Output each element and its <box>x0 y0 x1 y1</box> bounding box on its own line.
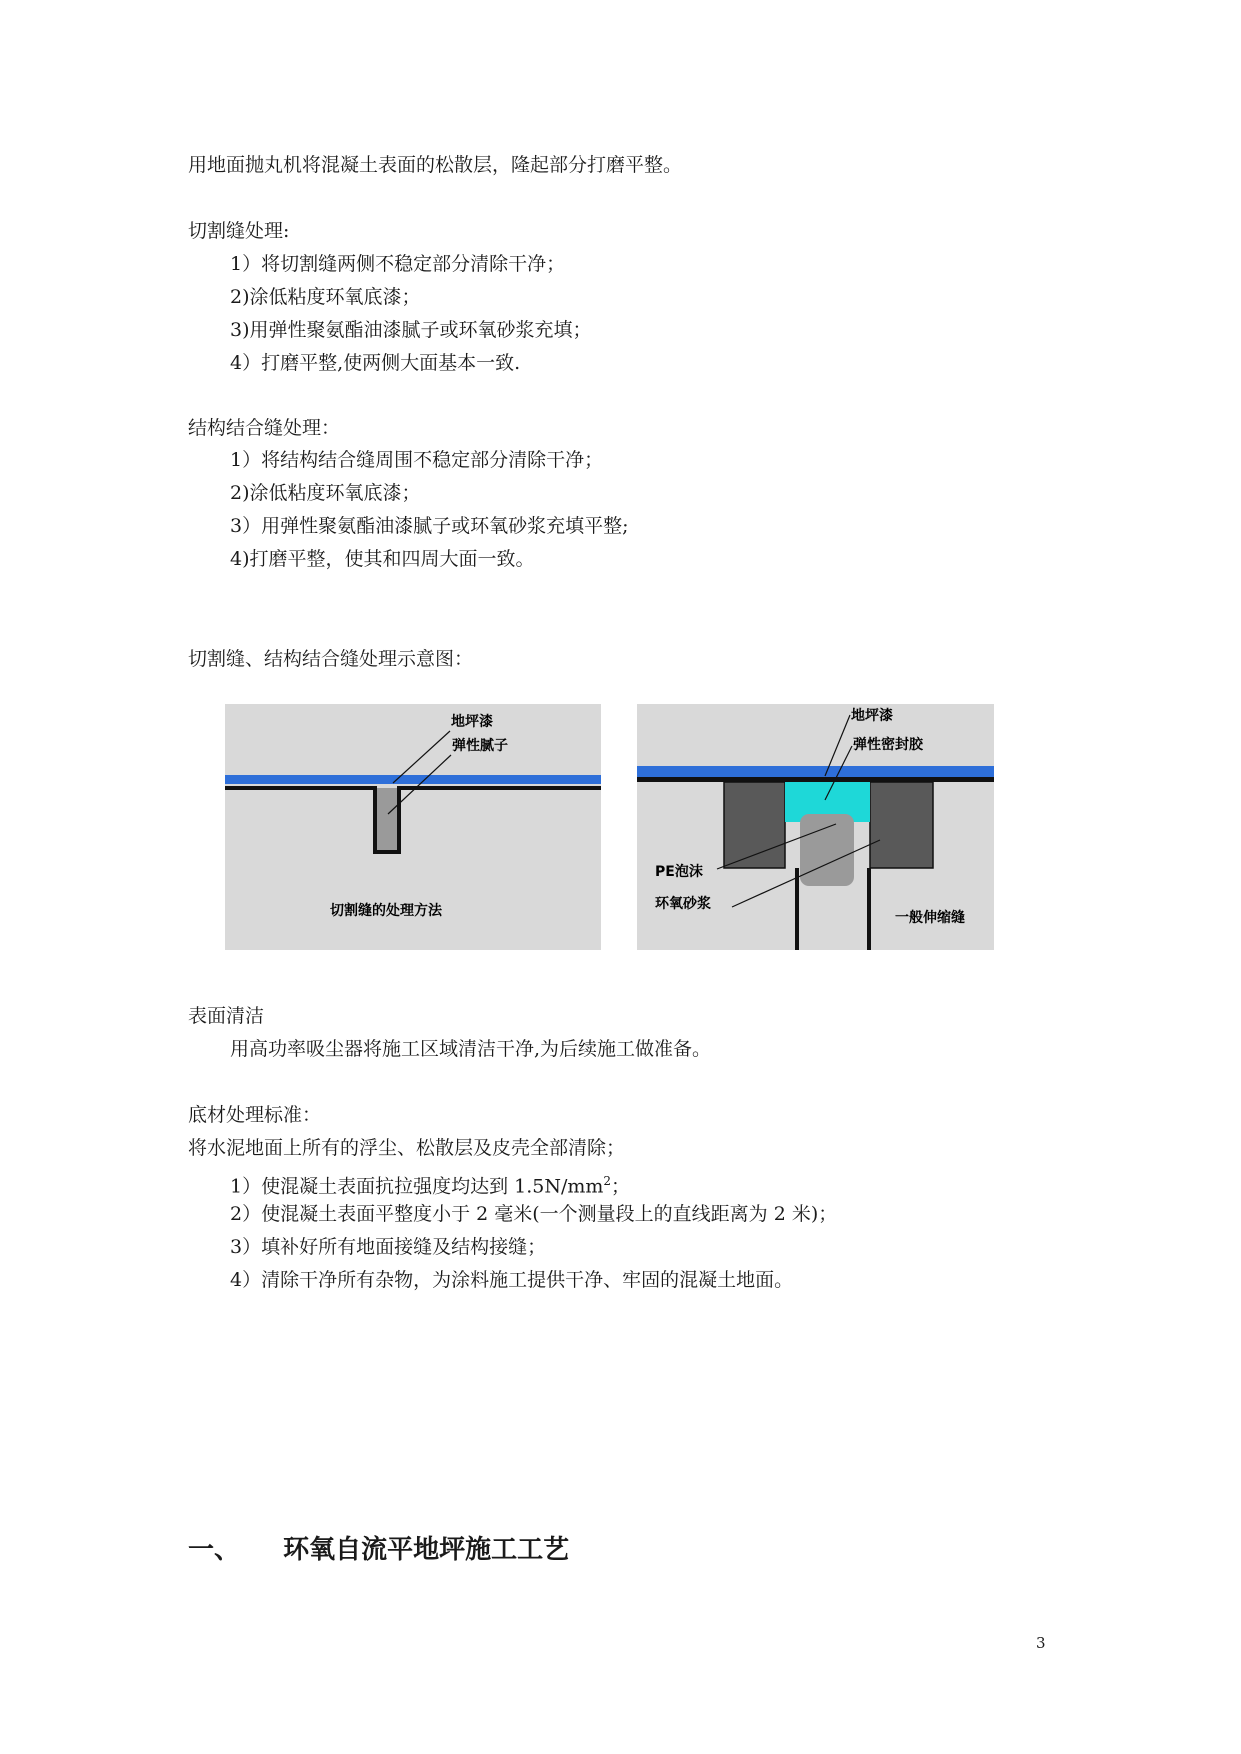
label-epoxy-mortar: 环氧砂浆 <box>655 896 711 912</box>
struct-joint-step-1: 1）将结构结合缝周围不稳定部分清除干净； <box>230 449 604 471</box>
label-elastic-putty: 弹性腻子 <box>452 738 508 754</box>
superscript: 2 <box>603 1174 612 1188</box>
section-number: 一、 <box>188 1535 241 1565</box>
cut-joint-step-1: 1）将切割缝两侧不稳定部分清除干净； <box>230 253 566 275</box>
struct-joint-step-3: 3）用弹性聚氨酯油漆腻子或环氧砂浆充填平整; <box>230 515 629 537</box>
struct-joint-step-2: 2)涂低粘度环氧底漆； <box>230 482 421 504</box>
standard-step-2: 2）使混凝土表面平整度小于 2 毫米(一个测量段上的直线距离为 2 米)； <box>230 1203 838 1225</box>
standard-title: 底材处理标准： <box>188 1104 322 1126</box>
floor-paint-layer <box>637 766 994 777</box>
cleaning-text: 用高功率吸尘器将施工区域清洁干净,为后续施工做准备。 <box>230 1038 712 1060</box>
cut-joint-step-3: 3)用弹性聚氨酯油漆腻子或环氧砂浆充填； <box>230 319 592 341</box>
standard-text: 将水泥地面上所有的浮尘、松散层及皮壳全部清除； <box>188 1137 626 1159</box>
standard-step-4: 4）清除干净所有杂物，为涂料施工提供干净、牢固的混凝土地面。 <box>230 1269 794 1291</box>
page-number: 3 <box>1036 1634 1046 1652</box>
epoxy-mortar-right <box>870 782 933 868</box>
putty-fill <box>377 788 397 850</box>
struct-joint-step-4: 4)打磨平整，使其和四周大面一致。 <box>230 548 535 570</box>
cut-joint-title: 切割缝处理: <box>188 220 290 242</box>
cut-joint-step-2: 2)涂低粘度环氧底漆； <box>230 286 421 308</box>
label-floor-paint: 地坪漆 <box>451 714 493 730</box>
standard-step-1 <box>230 1169 630 1198</box>
standard-step-1-end: ； <box>611 1175 631 1198</box>
cut-joint-step-4: 4）打磨平整,使两侧大面基本一致. <box>230 352 521 374</box>
standard-step-3: 3）填补好所有地面接缝及结构接缝； <box>230 1236 547 1258</box>
expansion-joint-diagram <box>637 704 994 950</box>
struct-joint-title: 结构结合缝处理： <box>188 417 341 439</box>
label-elastic-sealant: 弹性密封胶 <box>853 737 923 753</box>
cut-joint-diagram <box>225 704 601 950</box>
label-floor-paint: 地坪漆 <box>851 708 893 724</box>
diagram-caption: 切割缝的处理方法 <box>330 903 442 919</box>
diagram-title: 切割缝、结构结合缝处理示意图： <box>188 648 474 670</box>
section-heading <box>188 1529 569 1566</box>
floor-paint-layer <box>225 775 601 784</box>
intro-paragraph: 用地面抛丸机将混凝土表面的松散层，隆起部分打磨平整。 <box>188 154 683 176</box>
diagram-caption: 一般伸缩缝 <box>895 910 965 926</box>
label-pe-foam: PE泡沫 <box>655 864 703 880</box>
surface-line <box>637 777 994 782</box>
cleaning-title: 表面清洁 <box>188 1005 265 1027</box>
section-title: 环氧自流平地坪施工工艺 <box>283 1535 570 1565</box>
pe-foam <box>800 814 854 886</box>
standard-step-1-text: 1）使混凝土表面抗拉强度均达到 1.5N/mm <box>230 1175 604 1198</box>
